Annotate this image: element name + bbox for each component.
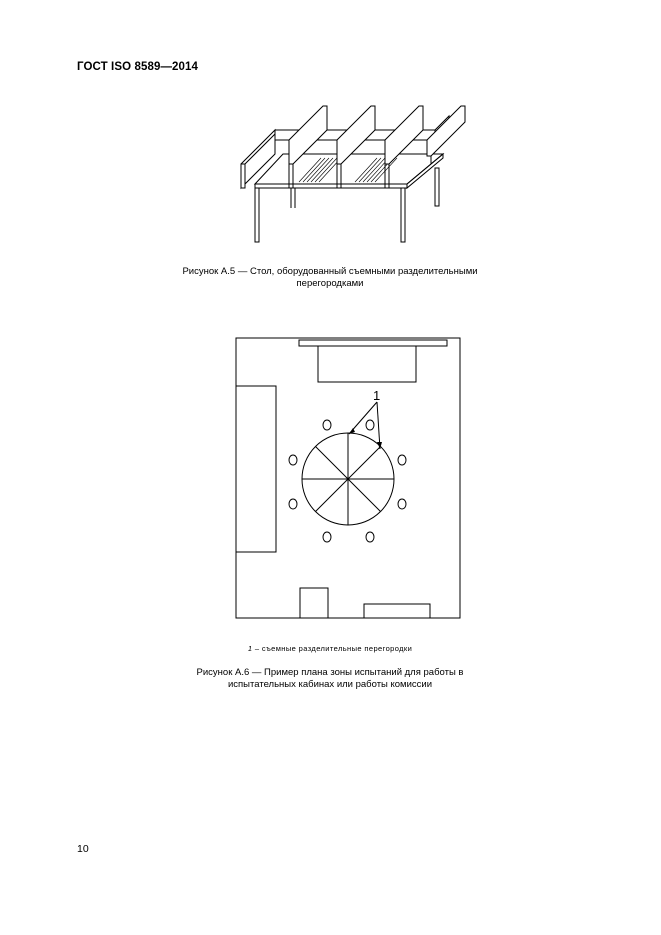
wall-counter xyxy=(299,340,447,346)
cross-divider xyxy=(385,106,423,164)
callout-label: 1 xyxy=(373,388,381,403)
legend-number: 1 xyxy=(247,644,253,653)
bottom-bench xyxy=(364,604,430,618)
table-top xyxy=(255,154,443,184)
preparation-table xyxy=(318,346,416,382)
seat xyxy=(366,532,374,542)
cross-divider xyxy=(337,106,375,164)
figure-a6-floor-plan xyxy=(232,334,464,624)
caption-line: Рисунок А.5 — Стол, оборудованный съемными разделительными xyxy=(182,266,478,277)
figure-a6-caption xyxy=(150,667,510,691)
figure-a5-caption xyxy=(150,266,510,290)
seat xyxy=(323,532,331,542)
caption-line: Рисунок А.6 — Пример плана зоны испытаний для работы в xyxy=(196,667,464,678)
caption-line: испытательных кабинах или работы комиссии xyxy=(227,679,433,690)
cross-divider xyxy=(289,106,327,164)
page-number: 10 xyxy=(77,843,89,855)
seat xyxy=(398,499,406,509)
legend-text: – съемные разделительные перегородки xyxy=(252,644,413,653)
seat xyxy=(398,455,406,465)
table-leg xyxy=(255,188,259,242)
seat xyxy=(289,455,297,465)
bottom-cabinet xyxy=(300,588,328,618)
figure-a6-legend xyxy=(150,644,510,653)
table-leg xyxy=(435,168,439,206)
seat xyxy=(366,420,374,430)
seat xyxy=(323,420,331,430)
table-leg xyxy=(401,188,405,242)
seat xyxy=(289,499,297,509)
document-header: ГОСТ ISO 8589—2014 xyxy=(77,61,199,73)
side-cabinet xyxy=(236,386,276,552)
callout-leader xyxy=(377,402,380,449)
figure-a5-table-drawing xyxy=(235,96,470,248)
caption-line: перегородками xyxy=(296,278,364,289)
